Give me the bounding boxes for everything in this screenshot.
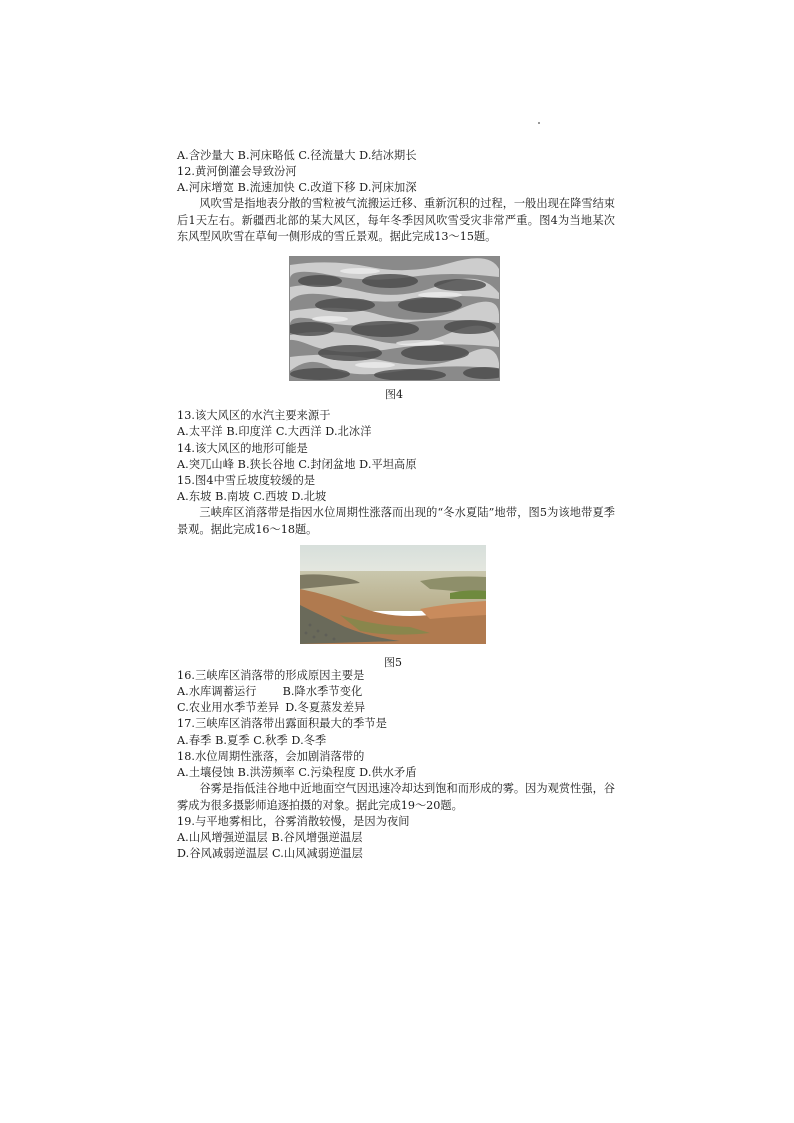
q17-stem: 17.三峡库区消落带出露面积最大的季节是 (177, 717, 387, 730)
figure-4-caption: 图4 (385, 388, 403, 401)
q16-options-row2 (177, 700, 365, 716)
snow-dunes-image (290, 257, 499, 380)
q12-stem: 12.黄河倒灌会导致汾河 (177, 165, 297, 178)
q19-stem: 19.与平地雾相比，谷雾消散较慢，是因为夜间 (177, 815, 410, 828)
scan-speck (538, 122, 540, 124)
q16-option-c: C.农业用水季节差异 (177, 701, 280, 714)
q16-option-b: B.降水季节变化 (282, 685, 363, 698)
passage-snow: 风吹雪是指地表分散的雪粒被气流搬运迁移、重新沉积的过程，一般出现在降雪结束后1天左右。新疆西北部的某大风区，每年冬季因风吹雪受灾非常严重。图4为当地某次东风型风吹雪在草甸一侧形成的雪丘景观。据此完成13～15题。 (177, 197, 615, 244)
q14-stem: 14.该大风区的地形可能是 (177, 442, 308, 455)
q18-options: A.土壤侵蚀 B.洪涝频率 C.污染程度 D.供水矛盾 (177, 766, 417, 779)
q16-option-a: A.水库调蓄运行 (177, 685, 257, 698)
q19-options-line2: D.谷风减弱逆温层 C.山风减弱逆温层 (177, 847, 363, 860)
figure-5-drawdown-zone-photo (300, 545, 486, 644)
figure-4-snow-dunes-photo (289, 256, 500, 381)
figure-5-caption: 图5 (384, 656, 402, 669)
q11-options: A.含沙量大 B.河床略低 C.径流量大 D.结冰期长 (177, 149, 417, 162)
q19-options-line1: A.山风增强逆温层 B.谷风增强逆温层 (177, 831, 363, 844)
drawdown-zone-image (300, 545, 486, 644)
q15-stem: 15.图4中雪丘坡度较缓的是 (177, 474, 316, 487)
q14-options: A.突兀山峰 B.狭长谷地 C.封闭盆地 D.平坦高原 (177, 458, 417, 471)
q15-options: A.东坡 B.南坡 C.西坡 D.北坡 (177, 490, 327, 503)
q17-options: A.春季 B.夏季 C.秋季 D.冬季 (177, 734, 327, 747)
q12-options: A.河床增宽 B.流速加快 C.改道下移 D.河床加深 (177, 181, 417, 194)
q13-stem: 13.该大风区的水汽主要来源于 (177, 409, 331, 422)
passage-three-gorges: 三峡库区消落带是指因水位周期性涨落而出现的“冬水夏陆”地带，图5为该地带夏季景观。据此完成16～18题。 (177, 506, 615, 536)
q16-option-d: D.冬夏蒸发差异 (285, 701, 366, 714)
q13-options: A.太平洋 B.印度洋 C.大西洋 D.北冰洋 (177, 425, 372, 438)
q18-stem: 18.水位周期性涨落，会加剧消落带的 (177, 750, 365, 763)
q16-options-row1 (177, 684, 362, 700)
passage-valley-fog: 谷雾是指低洼谷地中近地面空气因迅速冷却达到饱和而形成的雾。因为观赏性强，谷雾成为很多摄影师追逐拍摄的对象。据此完成19～20题。 (177, 782, 615, 812)
q16-stem: 16.三峡库区消落带的形成原因主要是 (177, 669, 365, 682)
